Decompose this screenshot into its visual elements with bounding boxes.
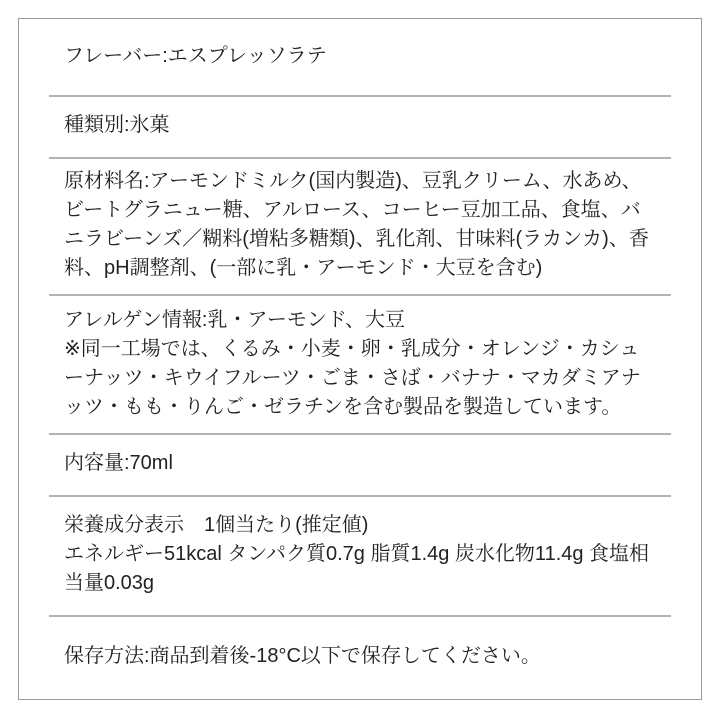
section-ingredients bbox=[19, 157, 701, 294]
section-allergen bbox=[19, 294, 701, 433]
section-nutrition-text-0: 栄養成分表示 1個当たり(推定値) bbox=[64, 514, 369, 536]
section-type bbox=[19, 95, 701, 157]
section-volume bbox=[19, 433, 701, 495]
product-info-panel bbox=[18, 18, 702, 700]
section-storage-text-0: 保存方法:商品到着後-18°C以下で保存してください。 bbox=[64, 645, 541, 667]
section-volume-text-0: 内容量:70ml bbox=[64, 452, 173, 474]
section-nutrition bbox=[19, 495, 701, 615]
section-allergen-text-0: アレルゲン情報:乳・アーモンド、大豆 bbox=[64, 309, 406, 331]
section-nutrition-text-1: エネルギー51kcal タンパク質0.7g 脂質1.4g 炭水化物11.4g 食塩相当量0.03g bbox=[64, 543, 650, 594]
section-allergen-text-1: ※同一工場では、くるみ・小麦・卵・乳成分・オレンジ・カシューナッツ・キウイフルーツ・ごま・さば・バナナ・マカダミアナッツ・もも・りんご・ゼラチンを含む製品を製造しています。 bbox=[64, 338, 641, 418]
section-flavor bbox=[19, 19, 701, 95]
section-type-text-0: 種類別:氷菓 bbox=[64, 114, 170, 136]
section-storage bbox=[19, 615, 701, 699]
section-ingredients-text-0: 原材料名:アーモンドミルク(国内製造)、豆乳クリーム、水あめ、ビートグラニュー糖、アルロース、コーヒー豆加工品、食塩、バニラビーンズ／糊料(増粘多糖類)、乳化剤、甘味料(ラカンカ)、香料、pH調整剤、(一部に乳・アーモンド・大豆を含む) bbox=[64, 170, 649, 279]
section-flavor-text-0: フレーバー:エスプレッソラテ bbox=[64, 45, 327, 67]
